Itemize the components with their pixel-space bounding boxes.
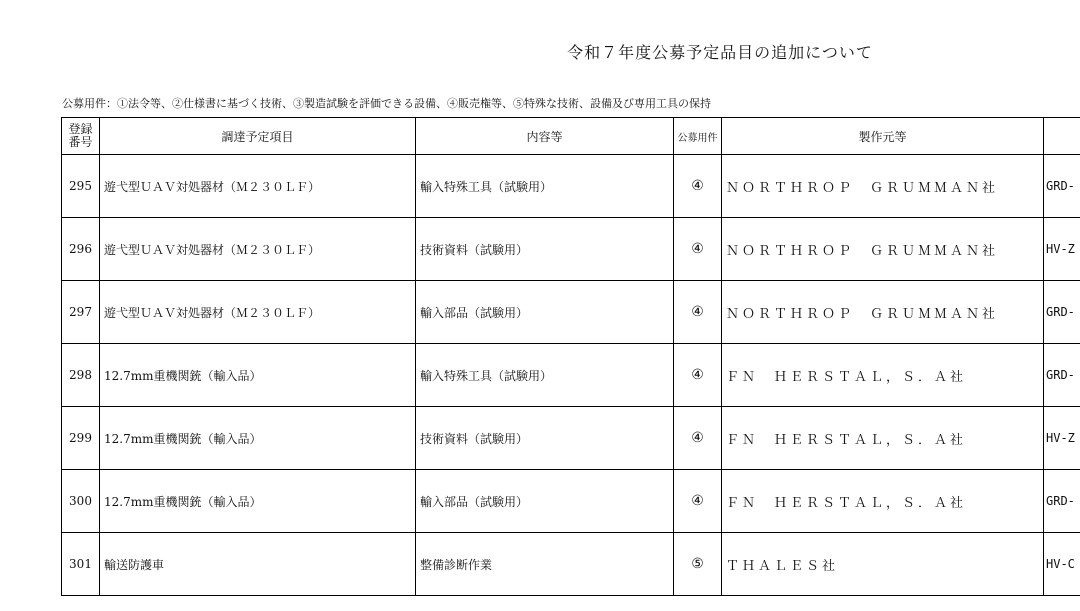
- cell-content: 輸入特殊工具（試験用）: [416, 344, 674, 407]
- header-maker: 製作元等: [722, 118, 1044, 155]
- cell-number: 299: [62, 407, 100, 470]
- header-content: 内容等: [416, 118, 674, 155]
- cell-condition: ④: [674, 407, 722, 470]
- header-part: [1044, 118, 1080, 155]
- cell-item: 12.7mm重機関銃（輸入品）: [100, 470, 416, 533]
- cell-part: HV-Z: [1044, 218, 1080, 281]
- header-reg-line2: 番号: [68, 135, 93, 149]
- header-item: 調達予定項目: [100, 118, 416, 155]
- table-row: [62, 470, 1080, 533]
- cell-condition: ⑤: [674, 533, 722, 596]
- cell-maker: ＴＨＡＬＥＳ社: [722, 533, 1044, 596]
- cell-part: HV-Z: [1044, 407, 1080, 470]
- cell-maker: ＮＯＲＴＨＲＯＰ ＧＲＵＭＭＡＮ社: [722, 155, 1044, 218]
- cell-content: 輸入部品（試験用）: [416, 281, 674, 344]
- cell-number: 295: [62, 155, 100, 218]
- cell-maker: ＮＯＲＴＨＲＯＰ ＧＲＵＭＭＡＮ社: [722, 218, 1044, 281]
- cell-content: 輸入特殊工具（試験用）: [416, 155, 674, 218]
- cell-content: 技術資料（試験用）: [416, 407, 674, 470]
- table-row: [62, 533, 1080, 596]
- table-row: [62, 155, 1080, 218]
- cell-content: 技術資料（試験用）: [416, 218, 674, 281]
- procurement-table: [61, 117, 1080, 596]
- table-row: [62, 218, 1080, 281]
- table-row: [62, 281, 1080, 344]
- cell-item: 遊弋型ＵＡＶ対処器材（Ｍ２３０ＬＦ）: [100, 218, 416, 281]
- conditions-note: 公募用件：①法令等、②仕様書に基づく技術、③製造試験を評価できる設備、④販売権等、⑤特殊な技術、設備及び専用工具の保持: [62, 97, 711, 110]
- cell-number: 301: [62, 533, 100, 596]
- cell-part: GRD-: [1044, 470, 1080, 533]
- cell-number: 296: [62, 218, 100, 281]
- header-condition: 公募用件: [674, 118, 722, 155]
- cell-part: GRD-: [1044, 344, 1080, 407]
- cell-condition: ④: [674, 344, 722, 407]
- cell-item: 12.7mm重機関銃（輸入品）: [100, 407, 416, 470]
- header-registration-number: [62, 118, 100, 155]
- cell-condition: ④: [674, 218, 722, 281]
- cell-part: GRD-: [1044, 155, 1080, 218]
- table-row: [62, 344, 1080, 407]
- cell-maker: ＮＯＲＴＨＲＯＰ ＧＲＵＭＭＡＮ社: [722, 281, 1044, 344]
- document-title: 令和７年度公募予定品目の追加について: [567, 43, 873, 62]
- cell-number: 300: [62, 470, 100, 533]
- cell-part: GRD-: [1044, 281, 1080, 344]
- cell-item: 遊弋型ＵＡＶ対処器材（Ｍ２３０ＬＦ）: [100, 281, 416, 344]
- cell-condition: ④: [674, 155, 722, 218]
- cell-item: 輸送防護車: [100, 533, 416, 596]
- cell-condition: ④: [674, 470, 722, 533]
- cell-part: HV-C: [1044, 533, 1080, 596]
- cell-number: 297: [62, 281, 100, 344]
- cell-maker: ＦＮ ＨＥＲＳＴＡＬ，Ｓ．Ａ社: [722, 407, 1044, 470]
- cell-item: 遊弋型ＵＡＶ対処器材（Ｍ２３０ＬＦ）: [100, 155, 416, 218]
- cell-content: 輸入部品（試験用）: [416, 470, 674, 533]
- table-row: [62, 407, 1080, 470]
- cell-maker: ＦＮ ＨＥＲＳＴＡＬ，Ｓ．Ａ社: [722, 470, 1044, 533]
- cell-number: 298: [62, 344, 100, 407]
- cell-content: 整備診断作業: [416, 533, 674, 596]
- cell-maker: ＦＮ ＨＥＲＳＴＡＬ，Ｓ．Ａ社: [722, 344, 1044, 407]
- header-reg-line1: 登録: [68, 122, 93, 136]
- cell-item: 12.7mm重機関銃（輸入品）: [100, 344, 416, 407]
- cell-condition: ④: [674, 281, 722, 344]
- header-row: [62, 118, 1080, 155]
